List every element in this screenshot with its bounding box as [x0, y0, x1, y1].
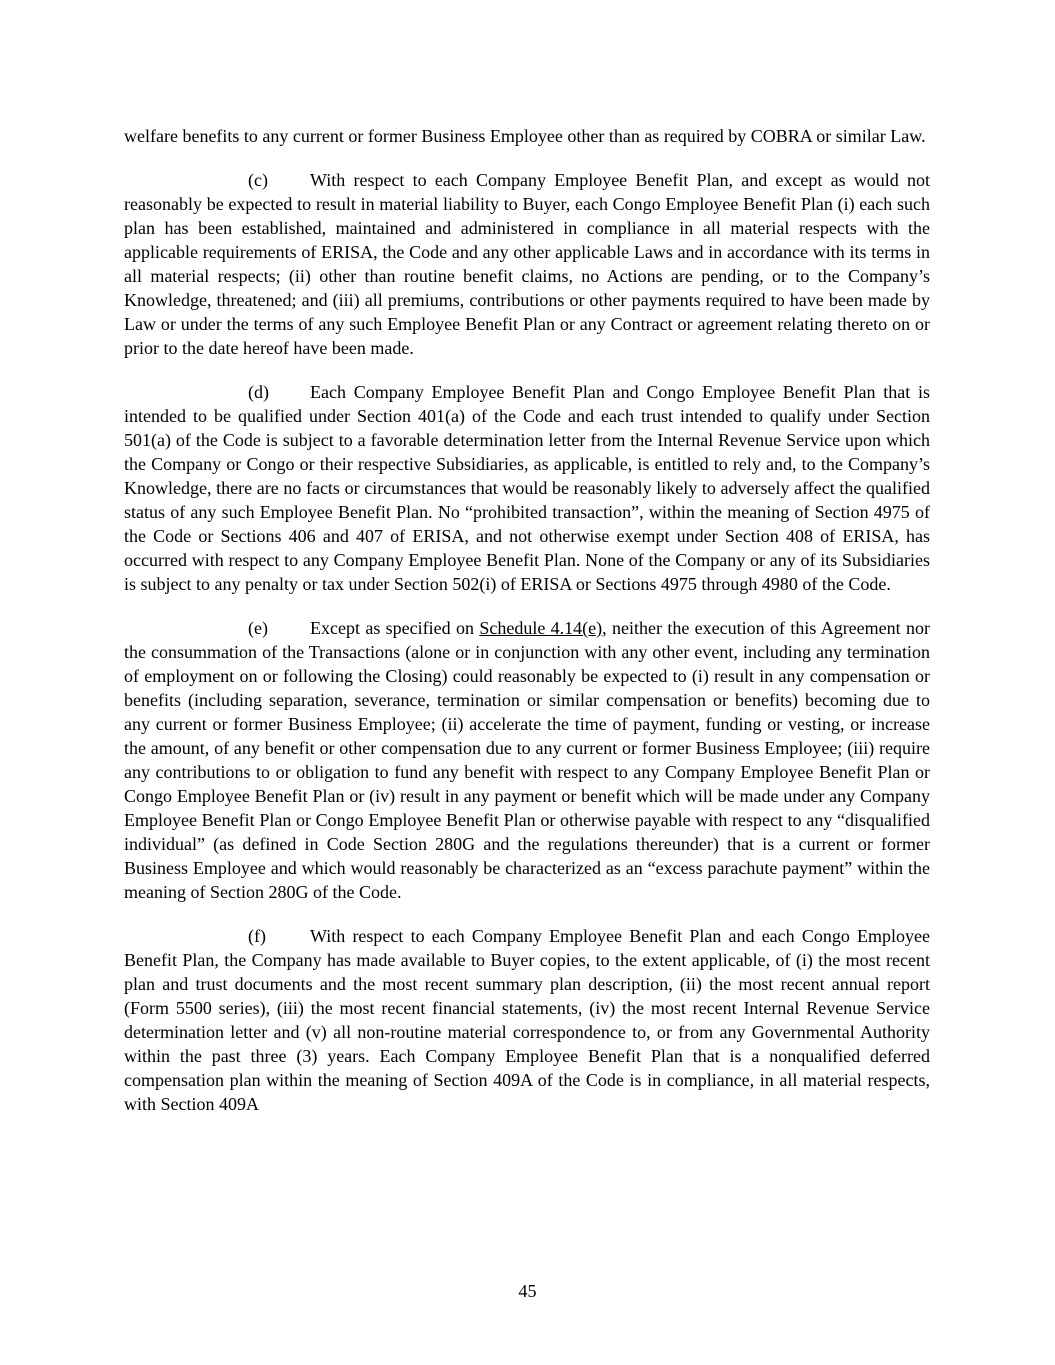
page-number: 45 [518, 1281, 537, 1301]
paragraph-e-label: (e) [248, 618, 268, 638]
paragraph-continuation: welfare benefits to any current or former Business Employee other than as required by COBRA or similar Law. [124, 126, 926, 146]
paragraph-e [124, 616, 930, 904]
body-text [124, 124, 930, 1136]
paragraph-f [124, 924, 930, 1116]
paragraph-d [124, 380, 930, 596]
paragraph-d-text: Each Company Employee Benefit Plan and Congo Employee Benefit Plan that is intended to be qualified under Section 401(a) of the Code and each trust intended to qualify under Section 501(a) of the Code is subject to a favorable determination letter from the Internal Revenue Service upon which the Company or Congo or their respective Subsidiaries, as applicable, is entitled to rely and, to the Company’s Knowledge, there are no facts or circumstances that would be reasonably likely to adversely affect the qualified status of any such Employee Benefit Plan. No “prohibited transaction”, within the meaning of Section 4975 of the Code or Sections 406 and 407 of ERISA, and not otherwise exempt under Section 408 of ERISA, has occurred with respect to any Company Employee Benefit Plan. None of the Company or any of its Subsidiaries is subject to any penalty or tax under Section 502(i) of ERISA or Sections 4975 through 4980 of the Code. [124, 382, 930, 594]
paragraph-f-text: With respect to each Company Employee Benefit Plan and each Congo Employee Benefit Plan, the Company has made available to Buyer copies, to the extent applicable, of (i) the most recent plan and trust documents and the most recent summary plan description, (ii) the most recent annual report (Form 5500 series), (iii) the most recent financial statements, (iv) the most recent Internal Revenue Service determination letter and (v) all non-routine material correspondence to, or from any Governmental Authority within the past three (3) years. Each Company Employee Benefit Plan that is a nonqualified deferred compensation plan within the meaning of Section 409A of the Code is in compliance, in all material respects, with Section 409A [124, 926, 930, 1114]
schedule-reference: Schedule 4.14(e) [479, 618, 603, 638]
paragraph-e-text: , neither the execution of this Agreement nor the consummation of the Transactions (alone or in conjunction with any other event, including any termination of employment on or following the Closing) could reasonably be expected to (i) result in any compensation or benefits (including separation, severance, termination or similar compensation or benefits) becoming due to any current or former Business Employee; (ii) accelerate the time of payment, funding or vesting, or increase the amount, of any benefit or other compensation due to any current or former Business Employee; (iii) require any contributions to or obligation to fund any benefit with respect to any Company Employee Benefit Plan or Congo Employee Benefit Plan or (iv) result in any payment or benefit which will be made under any Company Employee Benefit Plan or Congo Employee Benefit Plan or otherwise payable with respect to any “disqualified individual” (as defined in Code Section 280G and the regulations thereunder) that is a current or former Business Employee and which would reasonably be characterized as an “excess parachute payment” within the meaning of Section 280G of the Code. [124, 618, 930, 902]
paragraph-e-pre: Except as specified on [310, 618, 480, 638]
paragraph-c-text: With respect to each Company Employee Benefit Plan, and except as would not reasonably be expected to result in material liability to Buyer, each Congo Employee Benefit Plan (i) each such plan has been established, maintained and administered in compliance in all material respects with the applicable requirements of ERISA, the Code and any other applicable Laws and in accordance with its terms in all material respects; (ii) other than routine benefit claims, no Actions are pending, or to the Company’s Knowledge, threatened; and (iii) all premiums, contributions or other payments required to have been made by Law or under the terms of any such Employee Benefit Plan or any Contract or agreement relating thereto on or prior to the date hereof have been made. [124, 170, 930, 358]
paragraph-c [124, 168, 930, 360]
paragraph-f-label: (f) [248, 926, 266, 946]
paragraph-c-label: (c) [248, 170, 268, 190]
paragraph-d-label: (d) [248, 382, 269, 402]
